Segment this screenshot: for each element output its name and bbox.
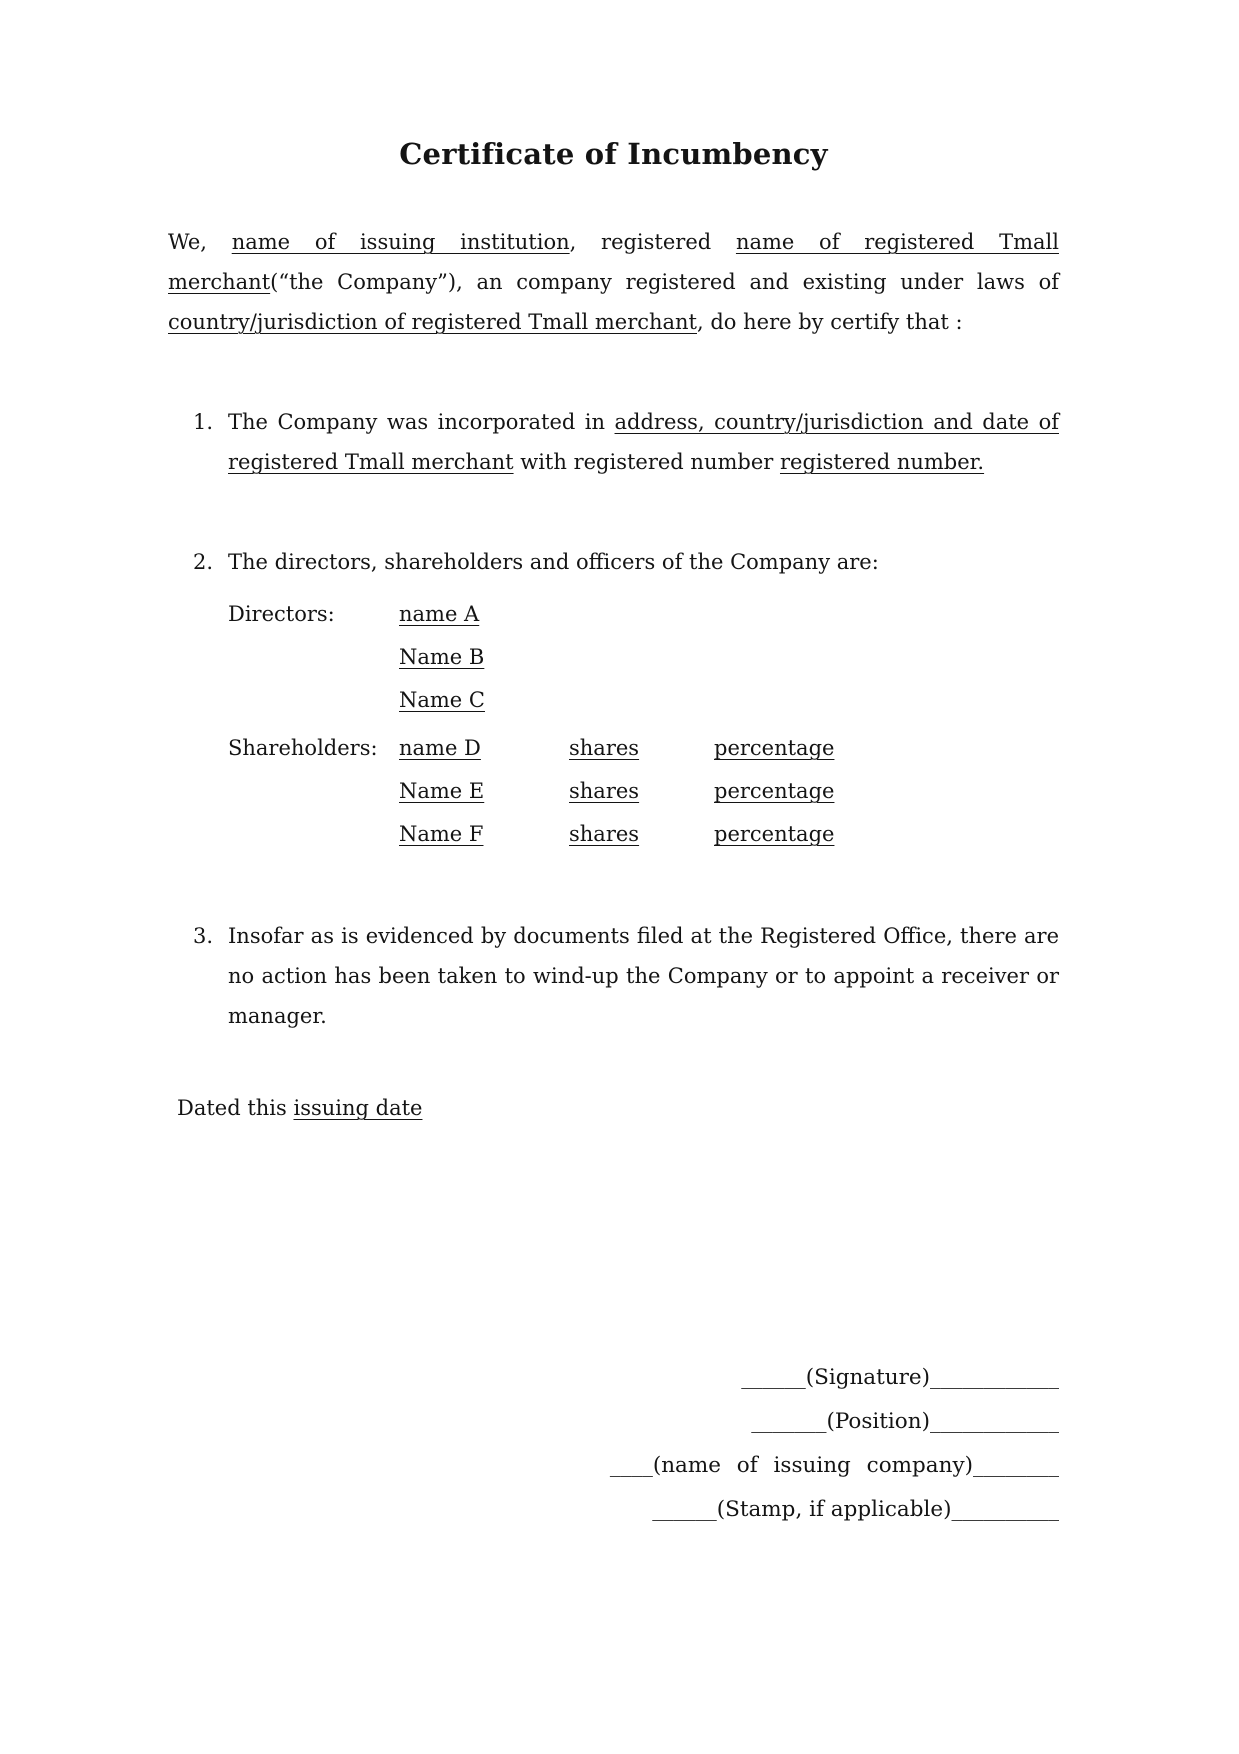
placeholder-merchant: registered Tmall merchant — [228, 450, 514, 474]
table-row — [228, 727, 1059, 770]
dated-line — [168, 1088, 1059, 1128]
placeholder-shares: shares — [569, 779, 640, 803]
placeholder-address-date: address, country/jurisdiction and date of — [614, 410, 1059, 434]
placeholder-issuing-date: issuing date — [293, 1096, 423, 1120]
signature-block — [168, 1356, 1059, 1532]
intro-paragraph — [168, 222, 1059, 342]
dated-prefix: Dated this — [177, 1096, 294, 1120]
issuing-company-label: (name of issuing company) — [652, 1453, 973, 1478]
officers-table — [228, 593, 1059, 856]
placeholder-percentage: percentage — [714, 779, 835, 803]
stamp-blank-left: ______ — [652, 1497, 717, 1522]
placeholder-issuing-institution: name of issuing institution — [231, 230, 570, 254]
item1-text: The Company was incorporated in — [228, 410, 615, 434]
position-line — [168, 1400, 1059, 1444]
table-row — [228, 770, 1059, 813]
placeholder-shares: shares — [569, 736, 640, 760]
stamp-line — [168, 1488, 1059, 1532]
table-row — [228, 813, 1059, 856]
intro-text: , registered — [569, 230, 736, 254]
issuing-company-line — [168, 1444, 1059, 1488]
item3-line-3: manager. — [228, 1004, 327, 1028]
table-row — [228, 679, 1059, 722]
placeholder-merchant-name: name of registered Tmall — [735, 230, 1059, 254]
signature-blank-right: ____________ — [930, 1365, 1059, 1390]
intro-line-2 — [168, 262, 1059, 302]
list-item-1-body — [228, 402, 1059, 482]
placeholder-shareholder-name: Name F — [399, 822, 484, 846]
item1-line-1 — [228, 402, 1059, 442]
item2-heading: The directors, shareholders and officers of the Company are: — [228, 550, 879, 574]
position-blank-left: _______ — [751, 1409, 827, 1434]
placeholder-merchant-name-cont: merchant — [168, 270, 271, 294]
placeholder-director-name: name A — [399, 602, 480, 626]
item1-text: with registered number — [513, 450, 780, 474]
placeholder-percentage: percentage — [714, 736, 835, 760]
item1-line-2 — [228, 442, 1059, 482]
position-label: (Position) — [826, 1409, 930, 1434]
document-title: Certificate of Incumbency — [399, 137, 828, 171]
signature-blank-left: ______ — [741, 1365, 806, 1390]
table-row — [228, 636, 1059, 679]
placeholder-shareholder-name: Name E — [399, 779, 485, 803]
intro-line-1 — [168, 222, 1059, 262]
intro-text: , do here by certify that : — [697, 310, 963, 334]
position-blank-right: ____________ — [930, 1409, 1059, 1434]
table-row — [228, 593, 1059, 636]
placeholder-percentage: percentage — [714, 822, 835, 846]
list-item-3 — [168, 916, 1059, 1036]
list-item-1 — [168, 402, 1059, 482]
placeholder-shareholder-name: name D — [399, 736, 481, 760]
placeholder-shares: shares — [569, 822, 640, 846]
signature-label: (Signature) — [805, 1365, 930, 1390]
list-number-2: 2. — [193, 550, 214, 574]
shareholders-group — [228, 727, 1059, 856]
stamp-label: (Stamp, if applicable) — [716, 1497, 952, 1522]
issuing-company-blank-right: ________ — [973, 1453, 1059, 1478]
directors-label: Directors: — [228, 602, 335, 626]
issuing-company-blank-left: ____ — [609, 1453, 653, 1478]
intro-text: (“the Company”), an company registered and existing under laws of — [270, 270, 1059, 294]
list-item-2-body — [228, 542, 1059, 856]
stamp-blank-right: __________ — [951, 1497, 1059, 1522]
intro-line-3 — [168, 302, 1059, 342]
placeholder-country-jurisdiction: country/jurisdiction of registered Tmall merchant — [168, 310, 697, 334]
placeholder-director-name: Name C — [399, 688, 485, 712]
list-item-2 — [168, 542, 1059, 856]
placeholder-director-name: Name B — [399, 645, 485, 669]
item3-line-1: Insofar as is evidenced by documents filed at the Registered Office, there are — [228, 924, 1059, 948]
placeholder-registered-number: registered number. — [779, 450, 985, 474]
item3-line-2: no action has been taken to wind-up the Company or to appoint a receiver or — [228, 964, 1059, 988]
list-number-1: 1. — [193, 410, 214, 434]
list-number-3: 3. — [193, 924, 214, 948]
shareholders-label: Shareholders: — [228, 736, 378, 760]
intro-text: We, — [168, 230, 232, 254]
list-item-3-body — [228, 916, 1059, 1036]
signature-line — [168, 1356, 1059, 1400]
